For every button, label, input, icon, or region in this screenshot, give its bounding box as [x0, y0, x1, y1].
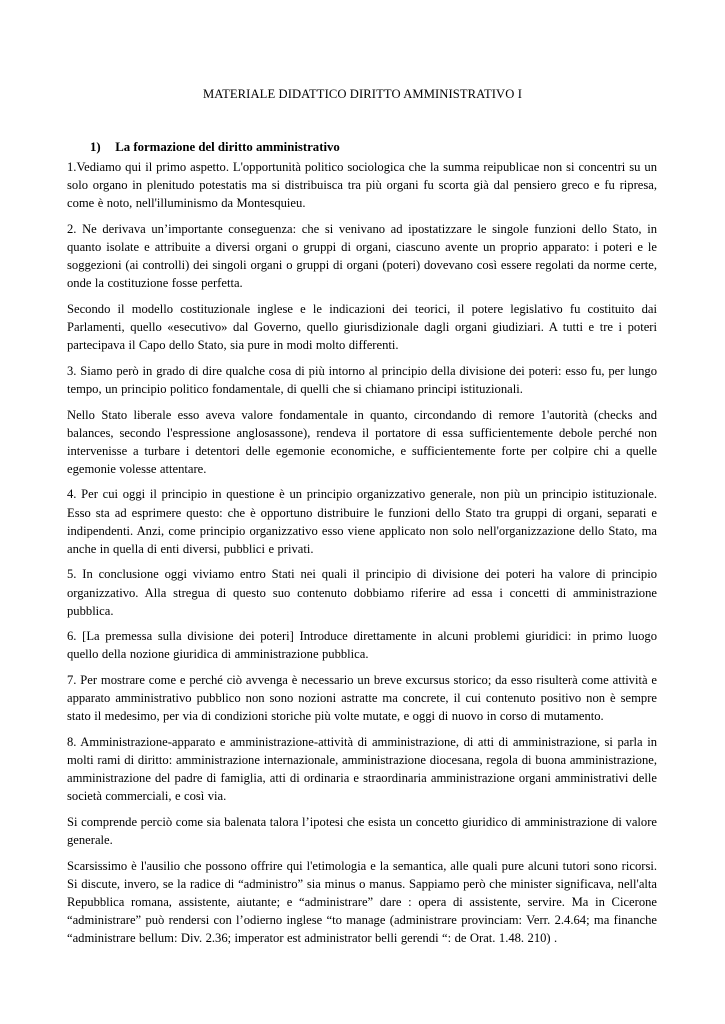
paragraph-separation-of-powers-model: Secondo il modello costituzionale inglese e le indicazioni dei teorici, il potere legislativo fu costituito dai Parlamenti, quello «esecutivo» dal Governo, quello giurisdizionale dagli organi giudiziari. A tutti e tre i poteri partecipava il Capo dello Stato, sia pure in modi molto differenti.: [67, 301, 657, 353]
paragraph-1: 1.Vediamo qui il primo aspetto. L'opportunità politico sociologica che la summa reipublicae non si concentri su un solo organo in plenitudo potestatis ma si distribuisca tra più organi fu scorta già dal pensiero greco e fu ripresa, come è noto, nell'illuminismo da Montesquieu.: [67, 160, 657, 211]
paragraph-6: 6. [La premessa sulla divisione dei poteri] Introduce direttamente in alcuni problemi giuridici: in primo luogo quello della nozione giuridica di amministrazione pubblica.: [67, 629, 657, 662]
paragraph-5: 5. In conclusione oggi viviamo entro Stati nei quali il principio di divisione dei poteri ha valore di principio organizzativo. Alla stregua di questo suo contenuto dobbiamo riferire ad essa i concetti di amministrazione pubblica.: [67, 567, 657, 618]
section-heading: [90, 139, 340, 155]
paragraph-liberal-state: Nello Stato liberale esso aveva valore fondamentale in quanto, circondando di remore 1'autorità (checks and balances, secondo l'espressione anglosassone), rendeva il portatore di essa sufficientemente debole perché non intervenisse a turbare i detentori delle egemonie economiche, e sufficientemente forte per colpire chi a quelle egemonie volesse attentare.: [67, 407, 657, 476]
paragraph-general-concept: Si comprende perciò come sia balenata talora l’ipotesi che esista un concetto giuridico di amministrazione di valore generale.: [67, 814, 657, 848]
paragraph-8: 8. Amministrazione-apparato e amministrazione-attività di amministrazione, di atti di amministrazione, si parla in molti rami di diritto: amministrazione internazionale, amministrazione diocesana, regola di buona amministrazione, amministrazione del padre di famiglia, atti di ordinaria e straordinaria amministrazione organi amministrativi delle società commerciali, e così via.: [67, 734, 657, 804]
paragraph-etymology: Scarsissimo è l'ausilio che possono offrire qui l'etimologia e la semantica, alle quali pure alcuni tutori sono ricorsi. Si discute, invero, se la radice di “administro” sia minus o manus. Sappiamo però che minister significava, nell'alta Repubblica romana, assistente, aiutante; e “administrare” dare : opera di assistente, servire. Ma in Cicerone “administrare” può rendersi con l’odierno inglese “to manage (administrare provinciam: Verr. 2.4.64; ma finanche “administrare bellum: Div. 2.36; imperator est administrator belli gerendi “: de Orat. 1.48. 210) .: [67, 858, 657, 946]
document-body: [67, 158, 657, 955]
document-title: MATERIALE DIDATTICO DIRITTO AMMINISTRATIVO I: [203, 87, 522, 101]
paragraph-2: 2. Ne derivava un’importante conseguenza: che si venivano ad ipostatizzare le singole funzioni dello Stato, in quanto isolate e attribuite a diversi organi o gruppi di organi, ciascuno avente un proprio apparato: i poteri e le soggezioni (ai controlli) dei singoli organi o gruppi di organi (poteri) dovevano così essere regolati da norme certe, onde la costituzione fosse perfetta.: [67, 221, 657, 291]
section-title: La formazione del diritto amministrativo: [115, 140, 340, 154]
section-number: 1): [90, 140, 101, 154]
paragraph-3: 3. Siamo però in grado di dire qualche cosa di più intorno al principio della divisione dei poteri: esso fu, per lungo tempo, un principio politico fondamentale, di quelli che si chiamano principi istituzionali.: [67, 363, 657, 396]
paragraph-4: 4. Per cui oggi il principio in questione è un principio organizzativo generale, non più un principio istituzionale. Esso sta ad esprimere questo: che è opportuno distribuire le funzioni dello Stato tra gruppi di organi, separati e indipendenti. Anzi, come principio organizzativo esso viene applicato non solo nell'organizzazione dello Stato, ma anche in quella di enti diversi, pubblici e privati.: [67, 487, 657, 556]
paragraph-7: 7. Per mostrare come e perché ciò avvenga è necessario un breve excursus storico; da esso risulterà come attività e apparato amministrativo pubblico non sono nozioni astratte ma concrete, il cui contenuto positivo non è sempre stato il medesimo, per via di condizioni storiche più volte mutate, e oggi di nuovo in corso di mutamento.: [67, 673, 657, 724]
